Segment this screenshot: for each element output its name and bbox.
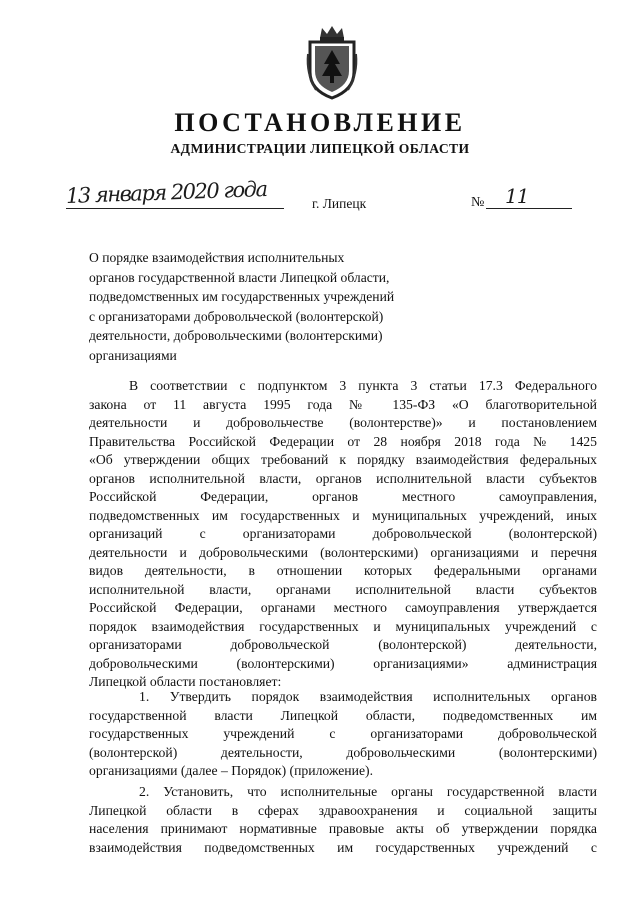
item-2-line: взаимодействия подведомственных им государственных учреждений с — [89, 839, 597, 855]
subject-line: деятельности, добровольческими (волонтерскими) — [89, 328, 383, 344]
document-subject — [89, 248, 449, 366]
number-underline — [486, 208, 572, 209]
preamble-line: организаторами добровольческой (волонтерской) деятельности, — [89, 637, 597, 652]
subject-line: подведомственных им государственных учреждений — [89, 289, 395, 305]
item-2-line: Липецкой области в сферах здравоохранения и социальной защиты — [89, 802, 597, 818]
number-handwritten: 11 — [505, 184, 529, 208]
document-subtitle: АДМИНИСТРАЦИИ ЛИПЕЦКОЙ ОБЛАСТИ — [170, 141, 470, 156]
subject-line: органов государственной власти Липецкой области, — [89, 269, 390, 285]
subject-line: О порядке взаимодействия исполнительных — [89, 250, 345, 265]
preamble-line: В соответствии с подпунктом 3 пункта 3 статьи 17.3 Федерального — [129, 378, 597, 393]
preamble-line: «Об утверждении общих требований к порядку взаимодействия федеральных — [89, 452, 597, 467]
preamble-line: исполнительной власти, органами исполнительной власти субъектов — [89, 581, 597, 597]
preamble-line: деятельности и добровольческими (волонтерскими) организациями и перечня — [89, 544, 597, 560]
item-1-line: государственной власти Липецкой области, подведомственных им — [89, 707, 597, 723]
city-label: г. Липецк — [312, 196, 367, 211]
item-1-paragraph — [89, 688, 597, 781]
preamble-line: Российской Федерации, органов местного самоуправления, — [89, 489, 597, 504]
date-underline — [66, 208, 284, 209]
preamble-line: организаций с организаторами добровольческой (волонтерской) — [89, 526, 597, 541]
coat-of-arms-icon — [304, 24, 360, 100]
item-1-line: государственных учреждений с организаторами добровольческой — [89, 726, 597, 741]
preamble-line: порядок взаимодействия государственных и муниципальных учреждений с — [89, 618, 597, 634]
item-1-line: (волонтерской) деятельности, добровольческими (волонтерскими) — [89, 744, 597, 760]
preamble-line: добровольческими (волонтерскими) организациями» администрация — [89, 655, 597, 671]
preamble-line: Российской Федерации, органами местного самоуправления утверждается — [89, 600, 597, 615]
document-title: ПОСТАНОВЛЕНИЕ — [174, 108, 466, 137]
preamble-line: видов деятельности, в отношении которых федеральными органами — [89, 563, 597, 578]
subject-line: организациями — [89, 347, 177, 363]
preamble-line: подведомственных им государственных и муниципальных учреждений, иных — [89, 507, 597, 523]
preamble-line: Правительства Российской Федерации от 28 ноября 2018 года № 1425 — [89, 433, 597, 449]
date-handwritten: 13 января 2020 года — [65, 177, 267, 208]
item-1-line: 1. Утвердить порядок взаимодействия исполнительных органов — [139, 689, 597, 704]
subject-line: с организаторами добровольческой (волонтерской) — [89, 308, 384, 324]
item-2-paragraph — [89, 783, 597, 857]
preamble-line: Липецкой области постановляет: — [89, 674, 282, 689]
preamble-line: закона от 11 августа 1995 года № 135-ФЗ «О благотворительной — [89, 396, 597, 412]
item-2-line: 2. Установить, что исполнительные органы государственной власти — [139, 784, 597, 799]
preamble-line: органов исполнительной власти, органов исполнительной власти субъектов — [89, 470, 597, 486]
item-2-line: населения принимают нормативные правовые акты об утверждении порядка — [89, 821, 597, 836]
item-1-line: организациями (далее – Порядок) (приложение). — [89, 763, 373, 778]
preamble-line: деятельности и добровольчестве (волонтерстве)» и постановлением — [89, 415, 597, 430]
number-label: № — [471, 195, 485, 210]
preamble-paragraph — [89, 377, 597, 692]
